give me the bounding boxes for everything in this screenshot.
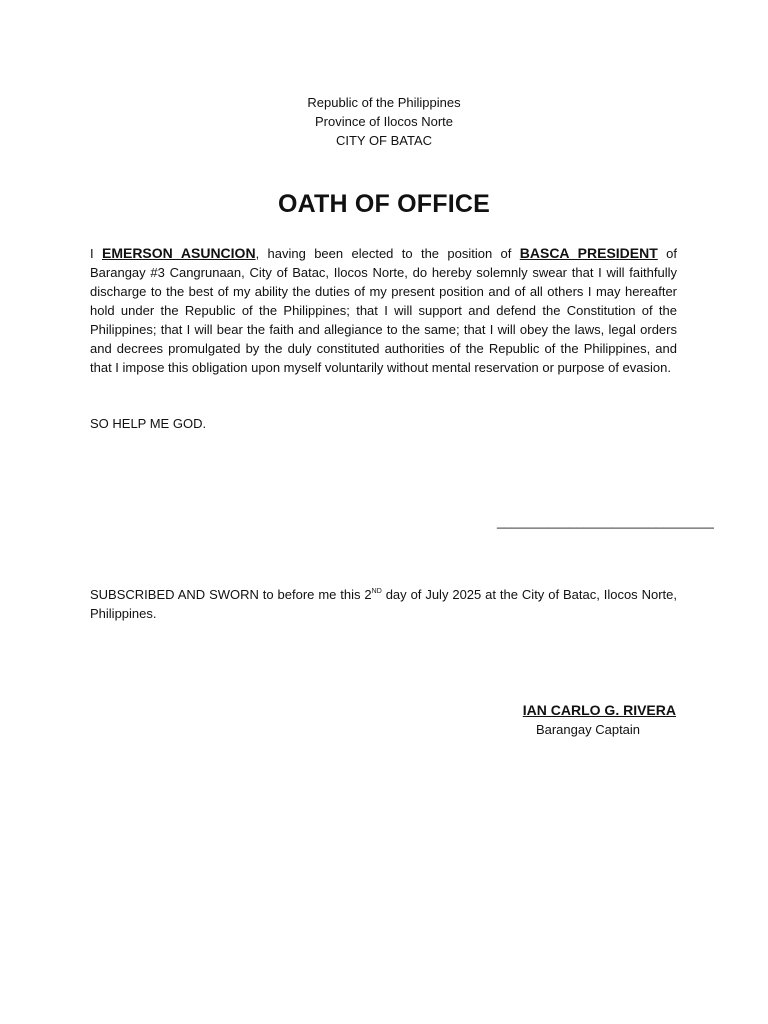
oath-closing: SO HELP ME GOD. xyxy=(90,416,207,431)
letterhead-city: CITY OF BATAC xyxy=(335,133,433,148)
jurat-text-end: day of July 2025 at the City of Batac, Ilocos Norte, Philippines. xyxy=(90,587,677,621)
jurat-paragraph xyxy=(90,585,677,623)
letterhead xyxy=(0,93,768,150)
document-title: OATH OF OFFICE xyxy=(277,190,491,218)
oath-text-body: of Barangay #3 Cangrunaan, City of Batac, Ilocos Norte, do hereby solemnly swear that I will faithfully discharge to the best of my ability the duties of my present position and of all others I may hereafter hold under the Republic of the Philippines; that I will support and defend the Constitution of the Philippines; that I will bear the faith and allegiance to the same; that I will obey the laws, legal orders and decrees promulgated by the duly constituted authorities of the Republic of the Philippines, and that I impose this obligation upon myself voluntarily without mental reservation or purpose of evasion. xyxy=(90,246,677,375)
signature-line: ______________________________ xyxy=(497,514,714,529)
oath-prefix: I xyxy=(90,246,102,261)
oath-taker-name: EMERSON ASUNCION xyxy=(101,245,256,261)
jurat-text-start: SUBSCRIBED AND SWORN to before me this 2 xyxy=(90,587,372,602)
jurat-day-suffix: ND xyxy=(371,588,382,595)
letterhead-republic: Republic of the Philippines xyxy=(307,95,461,110)
oath-position: BASCA PRESIDENT xyxy=(519,245,658,261)
captain-title: Barangay Captain xyxy=(535,722,641,737)
captain-signature-block xyxy=(480,700,710,739)
captain-name: IAN CARLO G. RIVERA xyxy=(522,702,676,718)
letterhead-province: Province of Ilocos Norte xyxy=(314,114,453,129)
oath-paragraph xyxy=(90,244,677,377)
oath-text-mid: , having been elected to the position of xyxy=(255,246,520,261)
